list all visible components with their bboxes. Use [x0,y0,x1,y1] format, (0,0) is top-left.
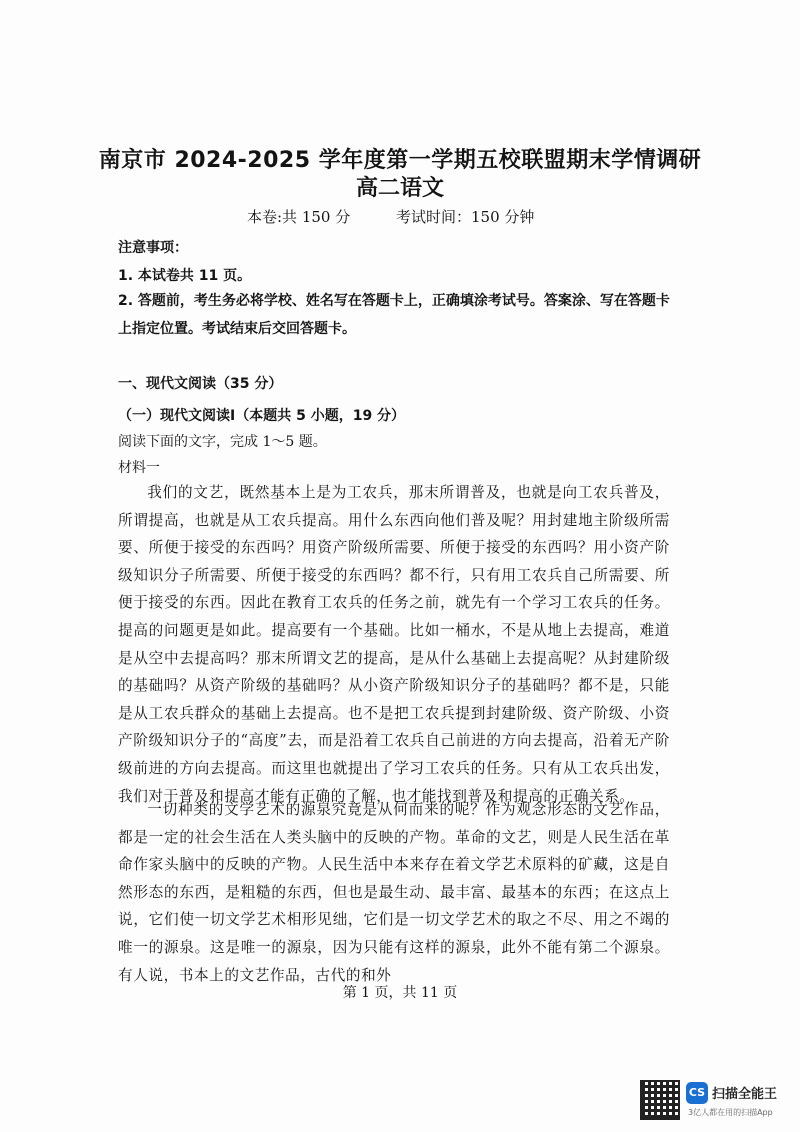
exam-title: 南京市 2024-2025 学年度第一学期五校联盟期末学情调研 [98,148,702,173]
section-heading: 一、现代文阅读（35 分） [118,376,283,392]
watermark-slogan: 3亿人都在用的扫描App [688,1108,773,1117]
qr-code-icon [640,1080,680,1120]
exam-duration: 考试时间：150 分钟 [396,208,535,226]
reading-instruction: 阅读下面的文字，完成 1～5 题。 [118,434,327,450]
passage-paragraph: 我们的文艺，既然基本上是为工农兵，那末所谓普及，也就是向工农兵普及，所谓提高，也就是从工农兵提高。用什么东西向他们普及呢？用封建地主阶级所需要、所便于接受的东西吗？用资产阶级所需要、所便于接受的东西吗？用小资产阶级知识分子所需要、所便于接受的东西吗？都不行，只有用工农兵自己所需要、所便于接受的东西。因此在教育工农兵的任务之前，就先有一个学习工农兵的任务。提高的问题更是如此。提高要有一个基础。比如一桶水，不是从地上去提高，难道是从空中去提高吗？那末所谓文艺的提高，是从什么基础上去提高呢？从封建阶级的基础吗？从资产阶级的基础吗？从小资产阶级知识分子的基础吗？都不是，只能是从工农兵群众的基础上去提高。也不是把工农兵提到封建阶级、资产阶级、小资产阶级知识分子的“高度”去，而是沿着工农兵自己前进的方向去提高，沿着无产阶级前进的方向去提高。而这里也就提出了学习工农兵的任务。只有从工农兵出发，我们对于普及和提高才能有正确的了解，也才能找到普及和提高的正确关系。 [118,484,670,805]
passage-paragraph: 一切种类的文学艺术的源泉究竟是从何而来的呢？作为观念形态的文艺作品，都是一定的社会生活在人类头脑中的反映的产物。革命的文艺，则是人民生活在革命作家头脑中的反映的产物。人民生活中本来存在着文学艺术原料的矿藏，这是自然形态的东西，是粗糙的东西，但也是最生动、最丰富、最基本的东西；在这点上说，它们使一切文学艺术相形见绌，它们是一切文学艺术的取之不尽、用之不竭的唯一的源泉。这是唯一的源泉，因为只能有这样的源泉，此外不能有第二个源泉。有人说，书本上的文艺作品，古代的和外 [118,801,670,984]
notice-item: 1. 本试卷共 11 页。 [118,268,252,284]
watermark-brand: 扫描全能王 [712,1087,778,1102]
page-number: 第 1 页，共 11 页 [342,985,458,1001]
exam-subject: 高二语文 [355,176,444,201]
camscanner-logo: CS [686,1082,708,1104]
notice-heading: 注意事项： [118,240,188,256]
material-label: 材料一 [118,460,160,476]
notice-item: 2. 答题前，考生务必将学校、姓名写在答题卡上，正确填涂考试号。答案涂、写在答题卡上指定位置。考试结束后交回答题卡。 [118,293,670,337]
scanner-watermark [640,1078,790,1122]
subsection-heading: （一）现代文阅读Ⅰ（本题共 5 小题，19 分） [118,408,406,424]
total-score: 本卷:共 150 分 [247,208,351,226]
